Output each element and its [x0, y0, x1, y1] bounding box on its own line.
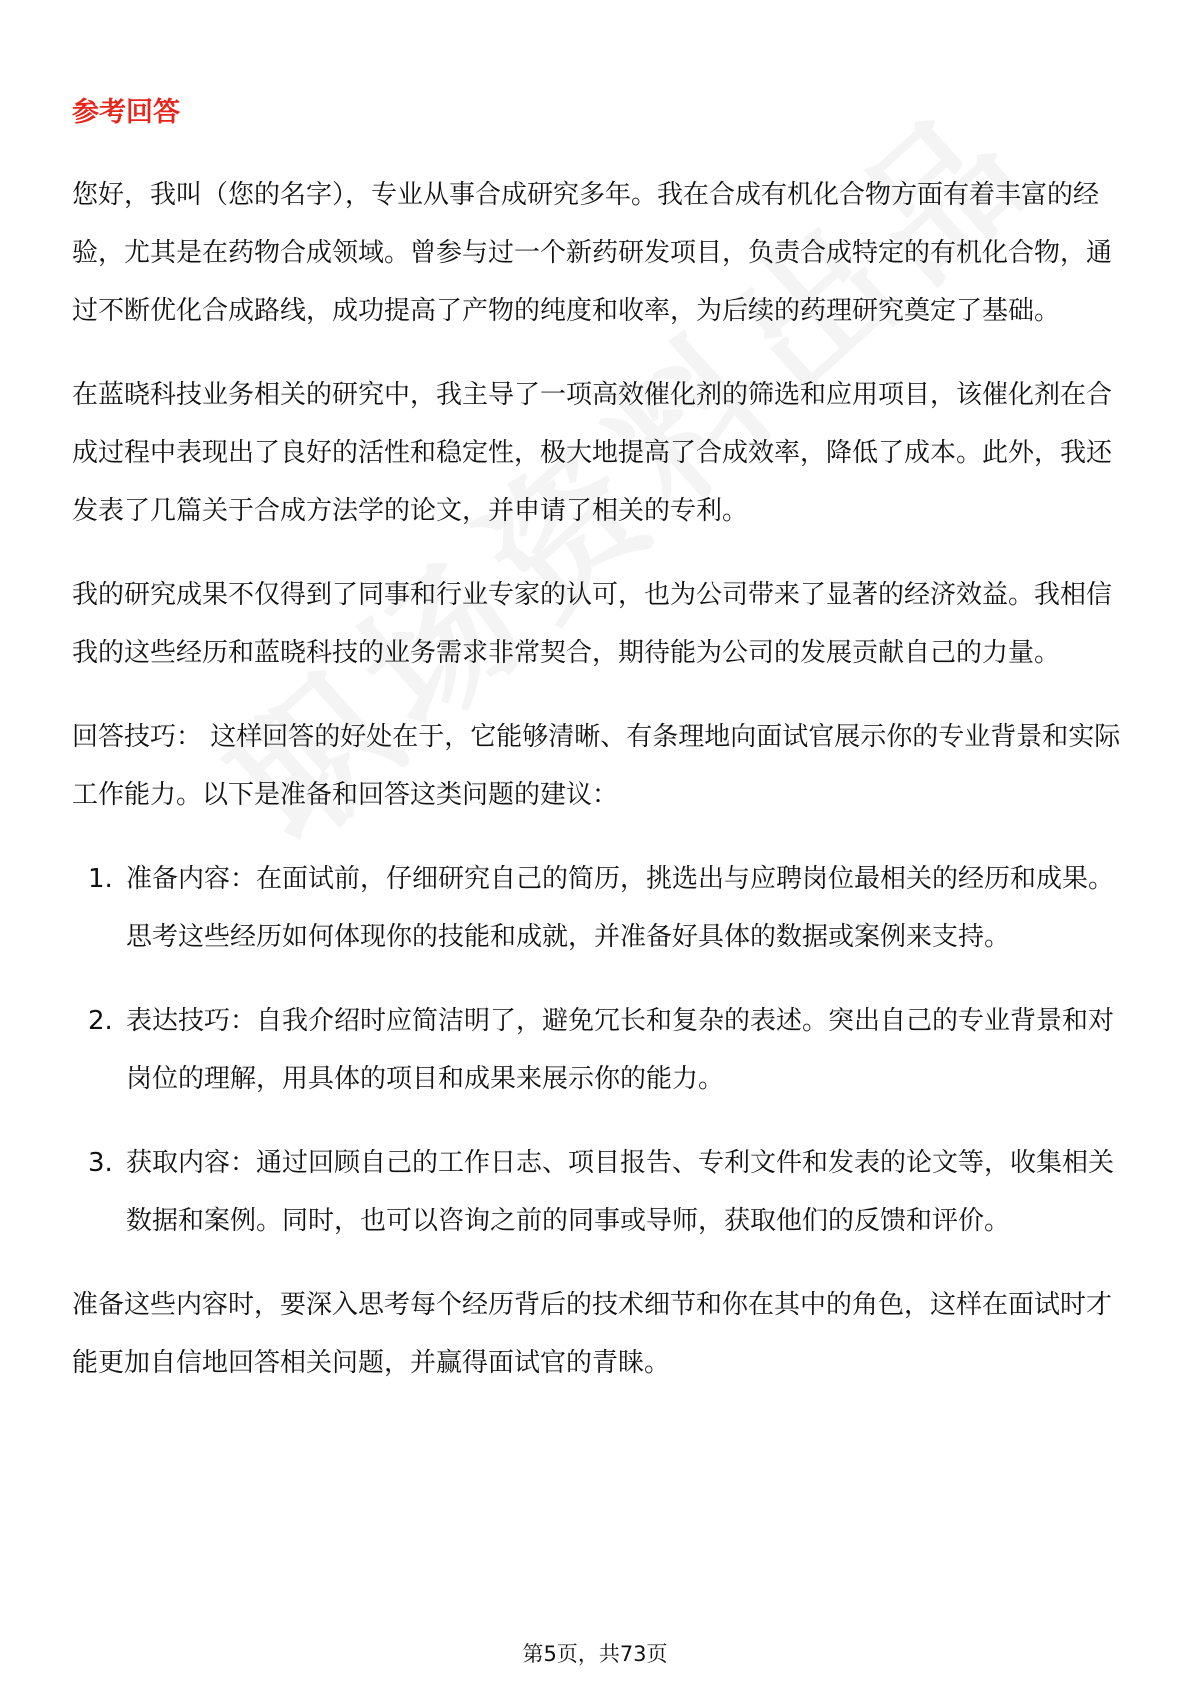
section-title: 参考回答: [72, 97, 180, 128]
list-item: [72, 850, 1122, 966]
list-item: [72, 1134, 1122, 1250]
list-item-text: 获取内容：通过回顾自己的工作日志、项目报告、专利文件和发表的论文等，收集相关数据和案例。同时，也可以咨询之前的同事或导师，获取他们的反馈和评价。: [126, 1148, 1115, 1236]
document-body: [72, 86, 1122, 1418]
list-item-text: 表达技巧：自我介绍时应简洁明了，避免冗长和复杂的表述。突出自己的专业背景和对岗位的理解，用具体的项目和成果来展示你的能力。: [126, 1006, 1115, 1094]
list-item-number: 1.: [88, 864, 113, 894]
page-number-footer: 第5页，共73页: [522, 1642, 668, 1666]
tips-list: [72, 850, 1122, 1250]
paragraph-results: 我的研究成果不仅得到了同事和行业专家的认可，也为公司带来了显著的经济效益。我相信我的这些经历和蓝晓科技的业务需求非常契合，期待能为公司的发展贡献自己的力量。: [72, 580, 1113, 668]
list-item-number: 3.: [88, 1148, 113, 1178]
paragraph-research: 在蓝晓科技业务相关的研究中，我主导了一项高效催化剂的筛选和应用项目，该催化剂在合成过程中表现出了良好的活性和稳定性，极大地提高了合成效率，降低了成本。此外，我还发表了几篇关于合成方法学的论文，并申请了相关的专利。: [72, 380, 1113, 526]
list-item-text: 准备内容：在面试前，仔细研究自己的简历，挑选出与应聘岗位最相关的经历和成果。思考这些经历如何体现你的技能和成就，并准备好具体的数据或案例来支持。: [126, 864, 1115, 952]
paragraph-intro: 您好，我叫（您的名字），专业从事合成研究多年。我在合成有机化合物方面有着丰富的经验，尤其是在药物合成领域。曾参与过一个新药研发项目，负责合成特定的有机化合物，通过不断优化合成路线，成功提高了产物的纯度和收率，为后续的药理研究奠定了基础。: [72, 180, 1113, 326]
paragraph-tips-intro: 回答技巧： 这样回答的好处在于，它能够清晰、有条理地向面试官展示你的专业背景和实际工作能力。以下是准备和回答这类问题的建议：: [72, 722, 1121, 810]
list-item-number: 2.: [88, 1006, 113, 1036]
paragraph-closing: 准备这些内容时，要深入思考每个经历背后的技术细节和你在其中的角色，这样在面试时才能更加自信地回答相关问题，并赢得面试官的青睐。: [72, 1290, 1113, 1378]
list-item: [72, 992, 1122, 1108]
